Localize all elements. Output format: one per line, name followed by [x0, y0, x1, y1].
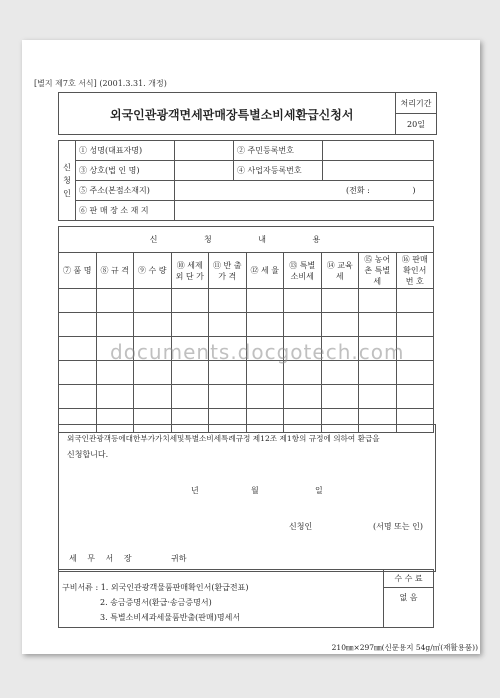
processing-value: 20일	[396, 114, 437, 135]
col-confirmation-no: ⑯ 판매확인서 번 호	[396, 253, 434, 289]
shop-location-label: ⑥ 판 매 장 소 재 지	[76, 201, 175, 221]
table-cell[interactable]	[209, 385, 247, 409]
table-cell[interactable]	[171, 313, 209, 337]
table-cell[interactable]	[246, 361, 284, 385]
table-cell[interactable]	[209, 313, 247, 337]
table-cell[interactable]	[321, 289, 359, 313]
statement-block	[58, 424, 436, 572]
table-cell[interactable]	[321, 313, 359, 337]
table-cell[interactable]	[59, 361, 97, 385]
phone-label: (전화 :	[346, 186, 370, 195]
table-cell[interactable]	[59, 313, 97, 337]
table-cell[interactable]	[396, 361, 434, 385]
table-cell[interactable]	[396, 289, 434, 313]
watermark: documents.docgotech.com	[110, 340, 405, 364]
col-quantity: ⑨ 수 량	[134, 253, 172, 289]
col-unit-price: ⑩ 세제외 단 가	[171, 253, 209, 289]
table-cell[interactable]	[171, 385, 209, 409]
company-label: ③ 상호(법 인 명)	[76, 161, 175, 181]
fee-value: 없 음	[384, 588, 434, 628]
form-number-note: [별지 제7호 서식] (2001.3.31. 개정)	[34, 79, 167, 88]
processing-label: 처리기간	[396, 93, 437, 114]
details-table	[58, 226, 434, 433]
attachment-item-3: 3. 특별소비세과세물품반출(판매)명세서	[100, 613, 241, 622]
table-cell[interactable]	[134, 313, 172, 337]
table-cell[interactable]	[359, 385, 397, 409]
attachment-item-1: 구비서류 : 1. 외국인관광객물품판매확인서(환급전표)	[62, 583, 249, 592]
table-cell[interactable]	[321, 385, 359, 409]
attachments-table	[58, 569, 434, 628]
col-item-name: ⑦ 품 명	[59, 253, 97, 289]
date-year: 년	[191, 486, 199, 495]
table-cell[interactable]	[396, 313, 434, 337]
attachments-cell	[59, 570, 384, 628]
address-field[interactable]	[175, 181, 434, 201]
table-row	[59, 385, 434, 409]
table-cell[interactable]	[246, 289, 284, 313]
sign-note: (서명 또는 인)	[373, 522, 423, 531]
address-label: ⑤ 주소(본점소재지)	[76, 181, 175, 201]
fee-label: 수 수 료	[384, 570, 434, 588]
applicant-table	[58, 140, 434, 221]
table-cell[interactable]	[59, 337, 97, 361]
table-cell[interactable]	[96, 361, 134, 385]
table-cell[interactable]	[96, 289, 134, 313]
name-label: ① 성명(대표자명)	[76, 141, 175, 161]
table-cell[interactable]	[59, 385, 97, 409]
details-header: 신 청 내 용	[59, 227, 434, 253]
applicant-side-label: 신 청 인	[59, 141, 76, 221]
statement-line2: 신청합니다.	[67, 450, 109, 459]
col-special-tax: ⑬ 특별 소비세	[284, 253, 322, 289]
table-cell[interactable]	[246, 313, 284, 337]
table-cell[interactable]	[359, 313, 397, 337]
table-cell[interactable]	[359, 361, 397, 385]
table-cell[interactable]	[246, 385, 284, 409]
statement-line1: 외국인관광객등에대한부가가치세및특별소비세특례규정 제12조 제1항의 규정에 의하여 환급을	[67, 434, 380, 443]
col-export-price: ⑪ 반 출 가 격	[209, 253, 247, 289]
table-cell[interactable]	[96, 313, 134, 337]
addressee: 세 무 서 장	[69, 554, 136, 563]
table-cell[interactable]	[284, 313, 322, 337]
table-row	[59, 289, 434, 313]
resident-no-label: ② 주민등록번호	[234, 141, 323, 161]
table-cell[interactable]	[134, 385, 172, 409]
col-spec: ⑧ 규 격	[96, 253, 134, 289]
table-cell[interactable]	[209, 289, 247, 313]
table-cell[interactable]	[321, 361, 359, 385]
name-field[interactable]	[175, 141, 234, 161]
applicant-sign-label: 신청인	[289, 522, 313, 531]
col-education-tax: ⑭ 교육세	[321, 253, 359, 289]
table-cell[interactable]	[396, 385, 434, 409]
phone-close: )	[412, 186, 416, 195]
col-tax-rate: ⑫ 세 율	[246, 253, 284, 289]
attachment-item-2: 2. 송금증명서(환급·송금증명서)	[100, 598, 212, 607]
resident-no-field[interactable]	[323, 141, 434, 161]
table-cell[interactable]	[59, 289, 97, 313]
table-cell[interactable]	[171, 361, 209, 385]
table-cell[interactable]	[284, 385, 322, 409]
table-cell[interactable]	[284, 289, 322, 313]
paper-spec-footer: 210㎜×297㎜(신문용지 54g/㎡(재활용품))	[331, 643, 478, 652]
table-cell[interactable]	[96, 385, 134, 409]
table-cell[interactable]	[284, 361, 322, 385]
page-title: 외국인관광객면세판매장특별소비세환급신청서	[110, 108, 354, 122]
date-month: 월	[251, 486, 259, 495]
date-day: 일	[315, 486, 323, 495]
addressee-suffix: 귀하	[171, 554, 187, 563]
table-cell[interactable]	[134, 361, 172, 385]
table-row	[59, 361, 434, 385]
business-no-label: ④ 사업자등록번호	[234, 161, 323, 181]
table-cell[interactable]	[134, 289, 172, 313]
shop-location-field[interactable]	[175, 201, 434, 221]
table-row	[59, 313, 434, 337]
col-rural-tax: ⑮ 농어촌 특별세	[359, 253, 397, 289]
business-no-field[interactable]	[323, 161, 434, 181]
table-cell[interactable]	[171, 289, 209, 313]
company-field[interactable]	[175, 161, 234, 181]
table-cell[interactable]	[209, 361, 247, 385]
table-cell[interactable]	[359, 289, 397, 313]
